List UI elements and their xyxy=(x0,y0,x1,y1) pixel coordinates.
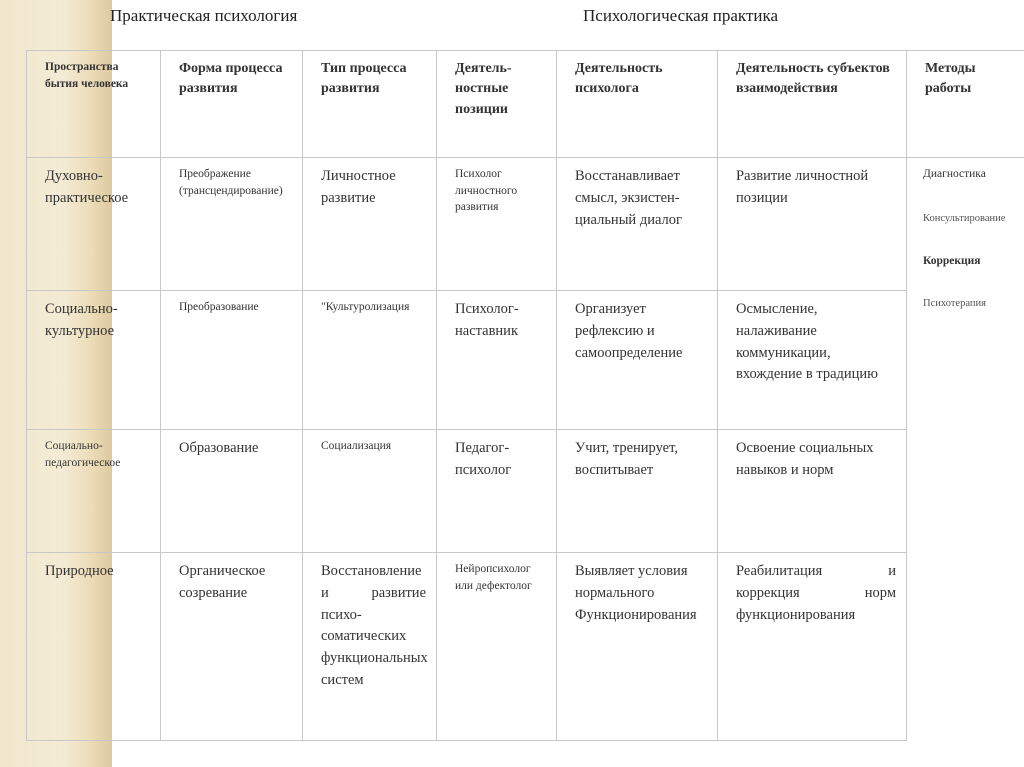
cell-form: Преображение (трансцендирование) xyxy=(161,158,303,291)
column-header-form: Форма процесса развития xyxy=(161,51,303,158)
cell-space: Духовно-практическое xyxy=(27,158,161,291)
column-header-position: Деятель-ностные позиции xyxy=(437,51,557,158)
table-header-row xyxy=(27,51,1024,158)
cell-space: Природное xyxy=(27,553,161,741)
cell-type: "Культуролизация xyxy=(303,291,437,430)
cell-type: Восстановление и развитие психо-соматических функциональных систем xyxy=(303,553,437,741)
method-psychotherapy: Психотерапия xyxy=(923,298,986,310)
table-row xyxy=(27,291,1024,430)
column-header-space: Пространства бытия человека xyxy=(27,51,161,158)
cell-type: Социализация xyxy=(303,430,437,553)
column-header-psychologist: Деятельность психолога xyxy=(557,51,718,158)
title-practical-psychology: Практическая психология xyxy=(110,6,298,25)
cell-psychologist: Восстанавливает смысл, экзистен-циальный диалог xyxy=(557,158,718,291)
methods-list xyxy=(907,158,1024,741)
cell-position: Психолог личностного развития xyxy=(437,158,557,291)
table-row xyxy=(27,430,1024,553)
cell-position: Педагог-психолог xyxy=(437,430,557,553)
cell-space: Социально-культурное xyxy=(27,291,161,430)
cell-subjects: Реабилитация и коррекция норм функционирования xyxy=(718,553,907,741)
cell-subjects: Освоение социальных навыков и норм xyxy=(718,430,907,553)
cell-space: Социально-педагогическое xyxy=(27,430,161,553)
cell-subjects: Развитие личностной позиции xyxy=(718,158,907,291)
cell-form: Преобразование xyxy=(161,291,303,430)
table-row xyxy=(27,158,1024,291)
cell-psychologist: Организует рефлексию и самоопределение xyxy=(557,291,718,430)
cell-psychologist: Учит, тренирует, воспитывает xyxy=(557,430,718,553)
cell-position: Психолог-наставник xyxy=(437,291,557,430)
cell-form: Образование xyxy=(161,430,303,553)
column-header-methods: Методы работы xyxy=(907,51,1024,158)
cell-type: Личностное развитие xyxy=(303,158,437,291)
column-header-subjects: Деятельность субъектов взаимодействия xyxy=(718,51,907,158)
cell-psychologist: Выявляет условия нормального Функционирования xyxy=(557,553,718,741)
title-psychological-practice: Психологическая практика xyxy=(583,6,779,25)
cell-position: Нейропсихолог или дефектолог xyxy=(437,553,557,741)
table-row xyxy=(27,553,1024,741)
method-correction: Коррекция xyxy=(923,255,981,267)
column-header-type: Тип процесса развития xyxy=(303,51,437,158)
comparison-table xyxy=(26,50,1024,741)
cell-form: Органическое созревание xyxy=(161,553,303,741)
method-consulting: Консультирование xyxy=(923,213,1006,225)
method-diagnostics: Диагностика xyxy=(923,168,986,180)
cell-subjects: Осмысление, налаживание коммуникации, вхождение в традицию xyxy=(718,291,907,430)
